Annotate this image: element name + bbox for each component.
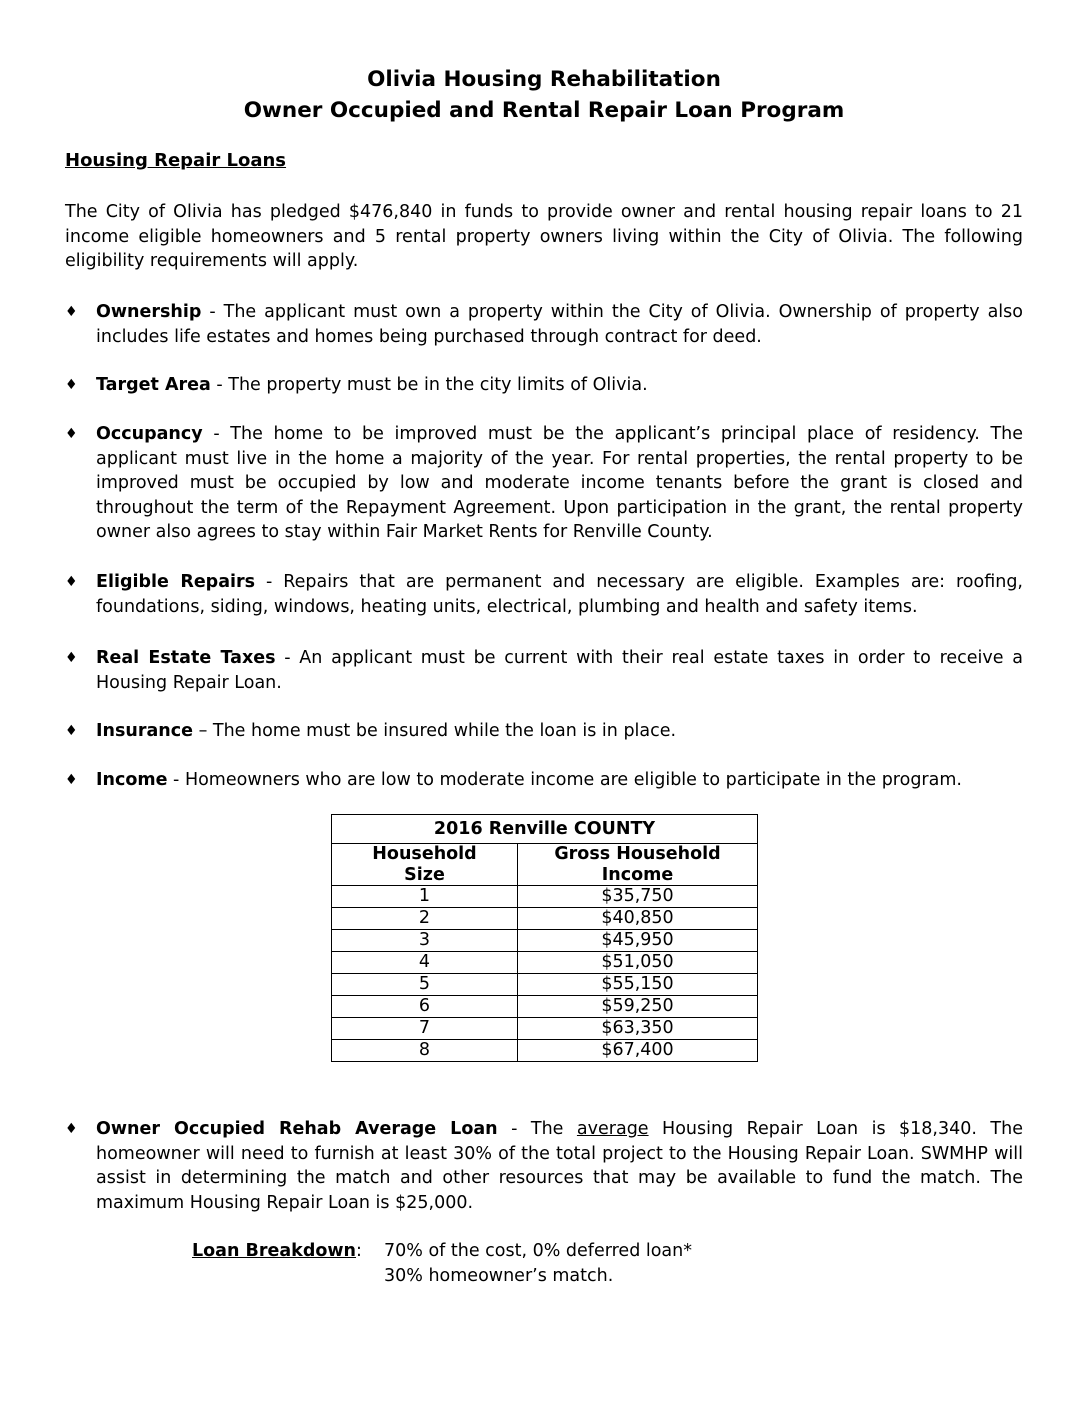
bullet-body: The home to be improved must be the applicant’s principal place of residency. The applicant must live in the home a majority of the year. For rental properties, the rental property to be improved must be occupied by low and moderate income tenants before the grant is closed and throughout the term of the Repayment Agreement. Upon participation in the grant, the rental property owner also agrees to stay within Fair Market Rents for Renville County. [96,424,1023,542]
income-cell: $45,950 [518,930,758,952]
table-row [332,952,758,974]
bullet-separator: - [210,375,229,395]
bullet-separator: - [202,424,231,444]
household-size-cell: 7 [332,1018,518,1040]
income-cell: $63,350 [518,1018,758,1040]
income-cell: $40,850 [518,908,758,930]
section-heading: Housing Repair Loans [65,150,287,171]
bullet-term: Income [96,770,168,790]
column-header-line: Size [404,864,445,885]
bullet-target-area [96,373,1023,398]
bullet-body-start: The [530,1119,577,1139]
household-size-cell: 5 [332,974,518,996]
table-row [332,908,758,930]
bullet-diamond-icon: ♦ [65,377,78,393]
column-header-line: Household [372,844,477,864]
bullet-body: The home must be insured while the loan is in place. [212,721,677,741]
income-cell: $59,250 [518,996,758,1018]
household-size-cell: 6 [332,996,518,1018]
bullet-body: The applicant must own a property within the City of Olivia. Ownership of property also includes life estates and homes being purchased through contract for deed. [96,302,1023,347]
loan-breakdown-term: Loan Breakdown [192,1241,356,1261]
bullet-eligible-repairs [96,570,1023,619]
column-header-line: Income [601,864,674,885]
document-title-line-1: Olivia Housing Rehabilitation [367,67,721,92]
bullet-separator: - [275,648,300,668]
bullet-income [96,768,1023,793]
document-title-line-2: Owner Occupied and Rental Repair Loan Program [243,98,845,123]
bullet-separator: - [167,770,185,790]
loan-breakdown-line-1: 70% of the cost, 0% deferred loan* [384,1241,693,1261]
bullet-average-loan [96,1117,1023,1215]
table-row [332,1040,758,1062]
loan-breakdown-details [384,1239,692,1288]
bullet-separator: - [497,1119,531,1139]
household-size-cell: 8 [332,1040,518,1062]
bullet-term: Eligible Repairs [96,572,256,592]
bullet-term: Ownership [96,302,202,322]
bullet-real-estate-taxes [96,646,1023,695]
table-row [332,996,758,1018]
bullet-body: Homeowners who are low to moderate income are eligible to participate in the program. [184,770,962,790]
column-header-line: Gross Household [554,844,721,864]
household-size-cell: 3 [332,930,518,952]
loan-breakdown-colon: : [356,1241,362,1261]
bullet-occupancy [96,422,1023,545]
bullet-diamond-icon: ♦ [65,1121,78,1137]
household-size-cell: 2 [332,908,518,930]
column-header-gross-income [518,844,758,886]
intro-paragraph: The City of Olivia has pledged $476,840 in funds to provide owner and rental housing repair loans to 21 income eligible homeowners and 5 rental property owners living within the City of Olivia. The following eligibility requirements will apply. [65,202,1023,271]
bullet-body: The property must be in the city limits of Olivia. [228,375,648,395]
bullet-separator: - [255,572,284,592]
income-cell: $67,400 [518,1040,758,1062]
bullet-ownership [96,300,1023,349]
loan-breakdown-label [192,1239,362,1264]
bullet-diamond-icon: ♦ [65,723,78,739]
income-cell: $51,050 [518,952,758,974]
bullet-insurance [96,719,1023,744]
income-cell: $35,750 [518,886,758,908]
income-cell: $55,150 [518,974,758,996]
bullet-separator: - [201,302,224,322]
bullet-separator: – [193,721,213,741]
table-row [332,886,758,908]
bullet-body: An applicant must be current with their real estate taxes in order to receive a Housing Repair Loan. [96,648,1023,693]
table-row [332,930,758,952]
bullet-diamond-icon: ♦ [65,304,78,320]
bullet-diamond-icon: ♦ [65,772,78,788]
bullet-term: Real Estate Taxes [96,648,276,668]
bullet-term: Insurance [96,721,193,741]
bullet-diamond-icon: ♦ [65,650,78,666]
income-limits-table [331,814,758,1062]
table-row [332,974,758,996]
table-row [332,1018,758,1040]
bullet-term: Target Area [96,375,211,395]
column-header-household-size [332,844,518,886]
household-size-cell: 4 [332,952,518,974]
bullet-term: Occupancy [96,424,203,444]
household-size-cell: 1 [332,886,518,908]
bullet-diamond-icon: ♦ [65,574,78,590]
underlined-word: average [576,1119,649,1139]
bullet-body: Repairs that are permanent and necessary are eligible. Examples are: roofing, foundations, siding, windows, heating units, electrical, plumbing and health and safety items. [96,572,1023,617]
bullet-body-end: Housing Repair Loan is $18,340. The homeowner will need to furnish at least 30% of the total project to the Housing Repair Loan. SWMHP will assist in determining the match and other resources that may be available to fund the match. The maximum Housing Repair Loan is $25,000. [96,1119,1023,1213]
bullet-diamond-icon: ♦ [65,426,78,442]
table-caption: 2016 Renville COUNTY [332,815,758,844]
loan-breakdown-line-2: 30% homeowner’s match. [384,1265,614,1286]
bullet-term: Owner Occupied Rehab Average Loan [96,1119,498,1139]
